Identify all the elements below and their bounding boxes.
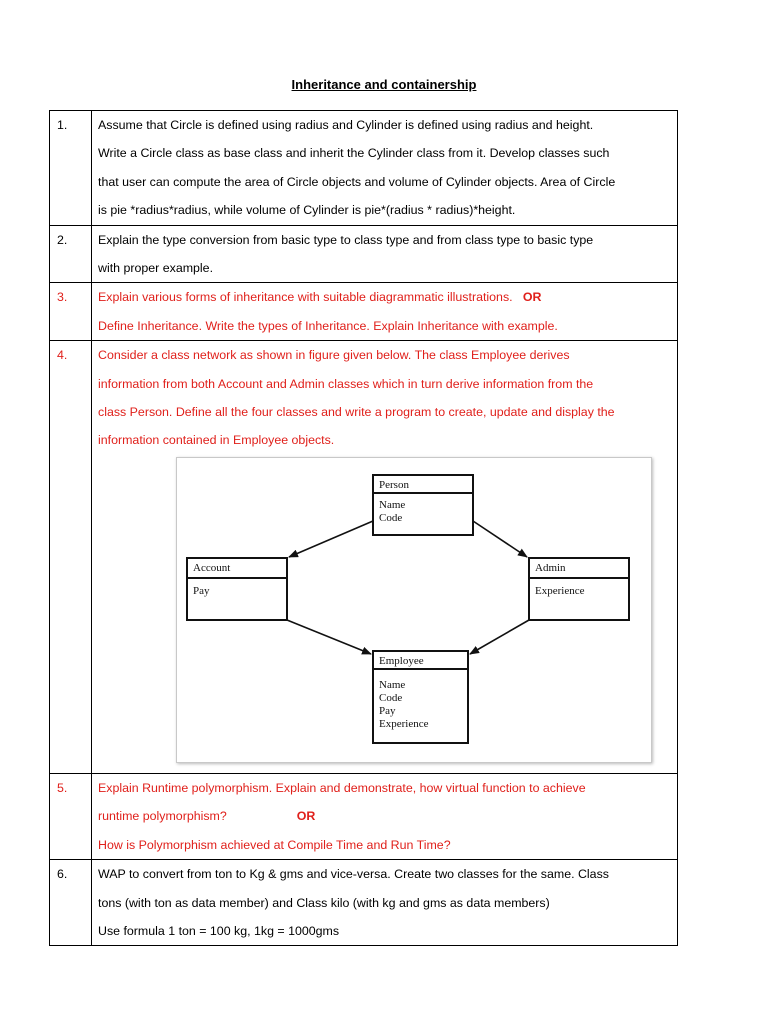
question-row-5 — [50, 773, 678, 859]
arrow-admin-employee — [470, 620, 529, 654]
class-diagram-wrap — [98, 455, 671, 773]
question-line: class Person. Define all the four classes and write a program to create, update and display the — [98, 405, 615, 420]
account-class-name: Account — [193, 561, 231, 574]
question-line — [98, 802, 671, 830]
question-line: with proper example. — [98, 261, 214, 276]
question-text — [92, 283, 678, 341]
question-row-3 — [50, 283, 678, 341]
question-line: Explain Runtime polymorphism. Explain and demonstrate, how virtual function to achieve — [98, 780, 586, 795]
question-number: 3. — [50, 283, 92, 341]
or-label: OR — [522, 290, 542, 305]
question-line: Write a Circle class as base class and inherit the Cylinder class from it. Develop classes such — [98, 146, 610, 161]
employee-field: Code — [379, 691, 403, 704]
question-line: Define Inheritance. Write the types of Inheritance. Explain Inheritance with example. — [98, 318, 558, 333]
admin-field: Experience — [535, 584, 585, 597]
person-field: Name — [379, 498, 406, 511]
employee-class-name: Employee — [379, 654, 424, 667]
question-number: 2. — [50, 225, 92, 283]
question-number: 5. — [50, 773, 92, 859]
employee-field: Pay — [379, 704, 396, 717]
question-text — [92, 111, 678, 226]
question-line: Assume that Circle is defined using radius and Cylinder is defined using radius and height. — [98, 118, 594, 132]
question-line-text: Explain various forms of inheritance with suitable diagrammatic illustrations. — [98, 290, 513, 305]
question-number: 4. — [50, 341, 92, 774]
admin-class-name: Admin — [535, 561, 566, 574]
question-text — [92, 773, 678, 859]
class-diagram — [176, 457, 652, 763]
question-line: WAP to convert from ton to Kg & gms and vice-versa. Create two classes for the same. Class — [98, 867, 609, 882]
question-line: Explain the type conversion from basic type to class type and from class type to basic type — [98, 232, 594, 247]
question-line: information contained in Employee objects. — [98, 433, 335, 448]
question-number: 6. — [50, 860, 92, 946]
employee-field: Name — [379, 678, 406, 691]
employee-field: Experience — [379, 717, 429, 730]
arrow-account-employee — [287, 620, 371, 654]
question-number: 1. — [50, 111, 92, 226]
question-text — [92, 341, 678, 774]
question-line: How is Polymorphism achieved at Compile Time and Run Time? — [98, 837, 451, 852]
question-row-4 — [50, 341, 678, 774]
question-text — [92, 860, 678, 946]
account-field: Pay — [193, 584, 210, 597]
question-row-2 — [50, 225, 678, 283]
question-text — [92, 225, 678, 283]
class-diagram-svg — [177, 458, 651, 762]
person-field: Code — [379, 511, 403, 524]
question-line: Consider a class network as shown in figure given below. The class Employee derives — [98, 348, 570, 363]
question-line-text: runtime polymorphism? — [98, 809, 227, 824]
question-line — [98, 283, 671, 311]
arrow-person-account — [289, 521, 373, 557]
question-line: information from both Account and Admin classes which in turn derive information from the — [98, 376, 594, 391]
person-class-name: Person — [379, 478, 409, 491]
page-title: Inheritance and containership — [291, 77, 477, 92]
questions-table — [49, 110, 678, 946]
question-row-6 — [50, 860, 678, 946]
question-line: that user can compute the area of Circle objects and volume of Cylinder objects. Area of Circle — [98, 174, 616, 189]
question-line: Use formula 1 ton = 100 kg, 1kg = 1000gms — [98, 923, 340, 938]
question-row-1 — [50, 111, 678, 226]
question-line: is pie *radius*radius, while volume of Cylinder is pie*(radius * radius)*height. — [98, 203, 516, 218]
or-label: OR — [296, 809, 316, 824]
question-line: tons (with ton as data member) and Class kilo (with kg and gms as data members) — [98, 895, 550, 910]
arrow-person-admin — [473, 521, 527, 557]
